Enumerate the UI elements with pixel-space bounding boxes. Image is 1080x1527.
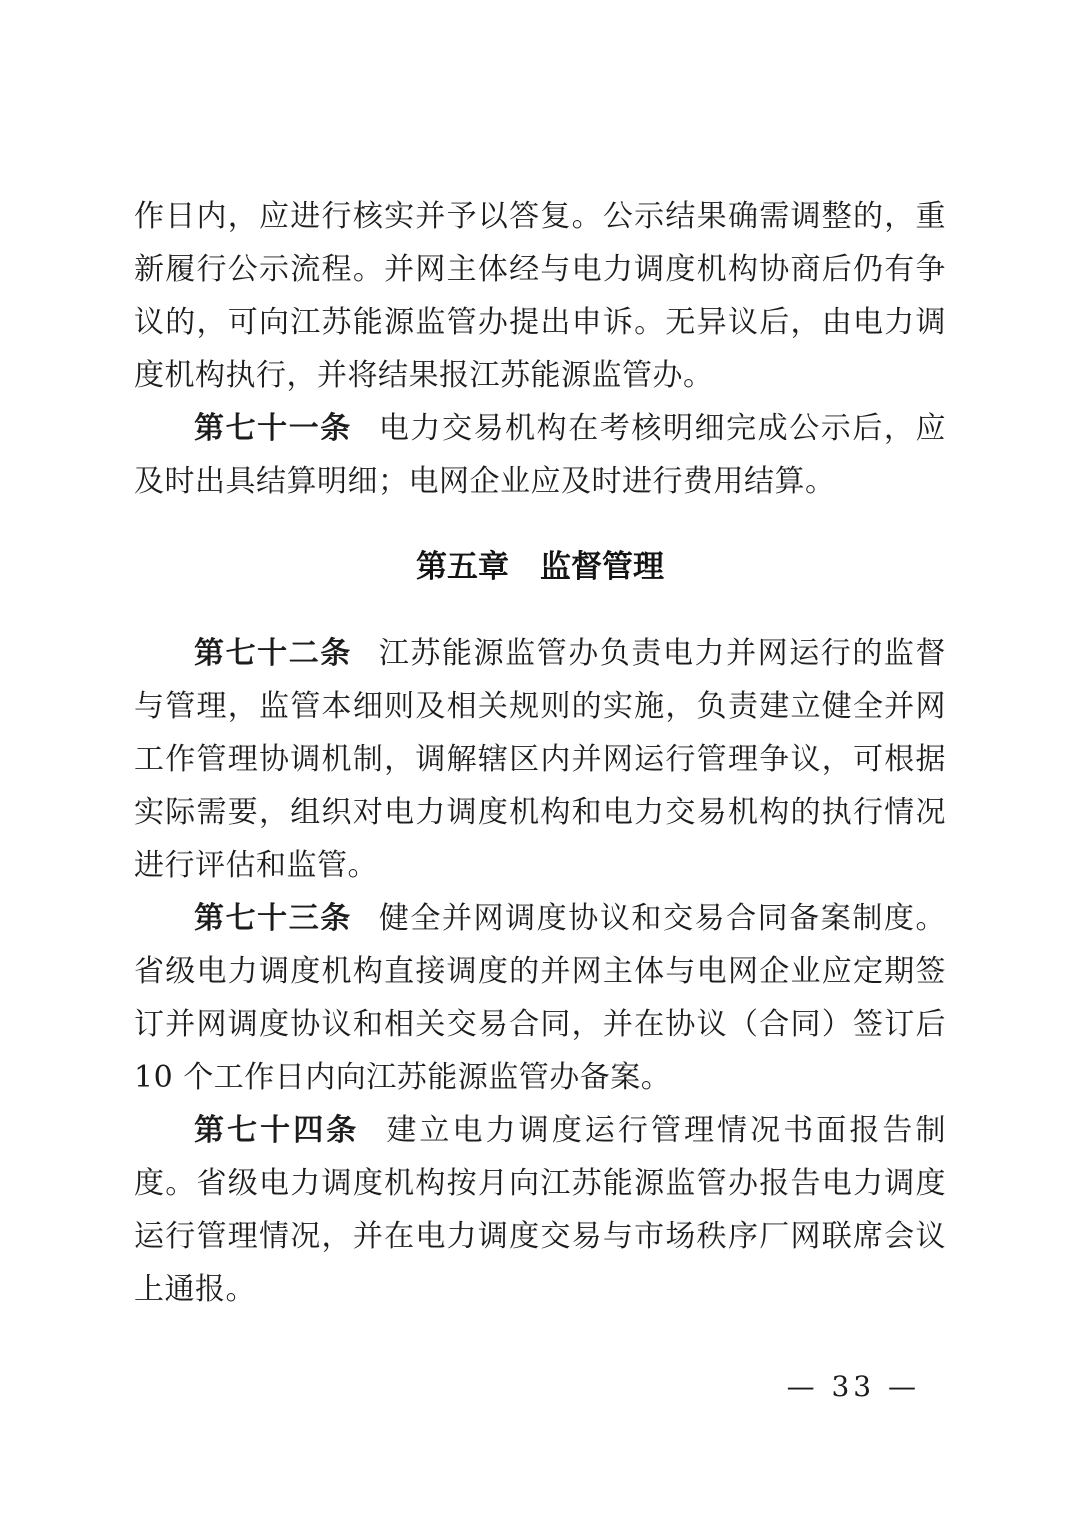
article-74-label: 第七十四条	[194, 1114, 360, 1147]
article-73	[134, 892, 946, 1104]
paragraph-continuation: 作日内，应进行核实并予以答复。公示结果确需调整的，重新履行公示流程。并网主体经与电力调度机构协商后仍有争议的，可向江苏能源监管办提出申诉。无异议后，由电力调度机构执行，并将结果报江苏能源监管办。	[134, 199, 946, 393]
article-73-text: 健全并网调度协议和交易合同备案制度。省级电力调度机构直接调度的并网主体与电网企业应定期签订并网调度协议和相关交易合同，并在协议（合同）签订后 10 个工作日内向江苏能源监管办备案。	[134, 901, 947, 1095]
article-72-text: 江苏能源监管办负责电力并网运行的监督与管理，监管本细则及相关规则的实施，负责建立健全并网工作管理协调机制，调解辖区内并网运行管理争议，可根据实际需要，组织对电力调度机构和电力交易机构的执行情况进行评估和监管。	[134, 636, 947, 883]
article-71-text: 电力交易机构在考核明细完成公示后，应及时出具结算明细；电网企业应及时进行费用结算。	[134, 411, 947, 499]
article-72-label: 第七十二条	[194, 637, 352, 670]
article-73-label: 第七十三条	[194, 902, 352, 935]
article-74-text: 建立电力调度运行管理情况书面报告制度。省级电力调度机构按月向江苏能源监管办报告电力调度运行管理情况，并在电力调度交易与市场秩序厂网联席会议上通报。	[134, 1113, 947, 1307]
document-content	[134, 190, 946, 1316]
article-74	[134, 1104, 946, 1316]
chapter-5-heading: 第五章 监督管理	[416, 549, 664, 584]
article-71	[134, 402, 946, 508]
article-71-label: 第七十一条	[194, 412, 352, 445]
page-number: — 33 —	[786, 1370, 920, 1403]
article-72	[134, 627, 946, 892]
